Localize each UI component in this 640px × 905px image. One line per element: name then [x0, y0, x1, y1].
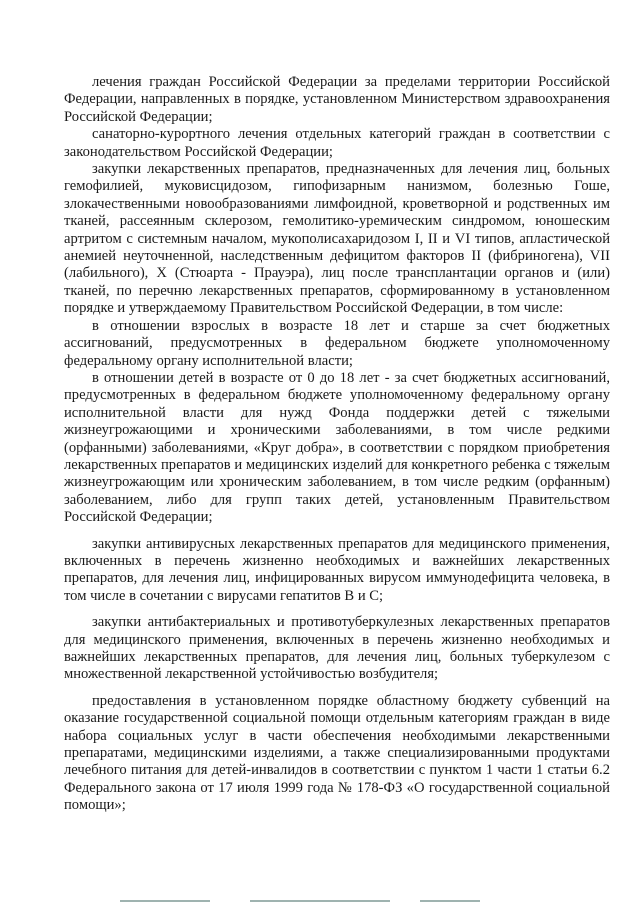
scan-edge-segment	[250, 900, 390, 902]
paragraph-sanatorium: санаторно-курортного лечения отдельных категорий граждан в соответствии с законодательством Российской Федерации;	[64, 126, 610, 160]
scan-edge-mark	[0, 898, 640, 905]
paragraph-antibacterial: закупки антибактериальных и противотуберкулезных лекарственных препаратов для медицинского применения, включенных в перечень жизненно необходимых и важнейших лекарственных препаратов, для лечения лиц, больных туберкулезом с множественной лекарственной устойчивостью возбудителя;	[64, 614, 610, 683]
paragraph-antiviral: закупки антивирусных лекарственных препаратов для медицинского применения, включенных в перечень жизненно необходимых и важнейших лекарственных препаратов, для лечения лиц, инфицированных вирусом иммунодефицита человека, в том числе в сочетании с вирусами гепатитов B и C;	[64, 535, 610, 604]
paragraph-subventions: предоставления в установленном порядке областному бюджету субвенций на оказание государственной социальной помощи отдельным категориям граждан в виде набора социальных услуг в части обеспечения необходимыми лекарственными препаратами, медицинскими изделиями, а также специализированными продуктами лечебного питания для детей-инвалидов в соответствии с пунктом 1 части 1 статьи 6.2 Федерального закона от 17 июля 1999 года № 178-ФЗ «О государственной социальной помощи»;	[64, 692, 610, 814]
scan-edge-segment	[420, 900, 480, 902]
document-page	[64, 74, 610, 815]
scan-edge-segment	[120, 900, 210, 902]
paragraph-adults: в отношении взрослых в возрасте 18 лет и старше за счет бюджетных ассигнований, предусмотренных в федеральном бюджете уполномоченному федеральному органу исполнительной власти;	[64, 317, 610, 369]
paragraph-children: в отношении детей в возрасте от 0 до 18 лет - за счет бюджетных ассигнований, предусмотренных в федеральном бюджете уполномоченному федеральному органу исполнительной власти для нужд Фонда поддержки детей с тяжелыми жизнеугрожающими и хроническими заболеваниями, в том числе редкими (орфанными) заболеваниями, «Круг добра», в соответствии с порядком приобретения лекарственных препаратов и медицинских изделий для конкретного ребенка с тяжелым жизнеугрожающим или хроническим заболеванием, в том числе редким (орфанным) заболеванием, либо для групп таких детей, установленным Правительством Российской Федерации;	[64, 369, 610, 526]
paragraph-treatment-abroad: лечения граждан Российской Федерации за пределами территории Российской Федерации, направленных в порядке, установленном Министерством здравоохранения Российской Федерации;	[64, 74, 610, 125]
paragraph-drug-purchases: закупки лекарственных препаратов, предназначенных для лечения лиц, больных гемофилией, муковисцидозом, гипофизарным нанизмом, болезнью Гоше, злокачественными новообразованиями лимфоидной, кроветворной и родственных им тканей, рассеянным склерозом, гемолитико-уремическим синдромом, юношеским артритом с системным началом, мукополисахаридозом I, II и VI типов, апластической анемией неуточненной, наследственным дефицитом факторов II (фибриногена), VII (лабильного), X (Стюарта - Прауэра), лиц после трансплантации органов и (или) тканей, по перечню лекарственных препаратов, сформированному в установленном порядке и утверждаемому Правительством Российской Федерации, в том числе:	[64, 161, 610, 317]
